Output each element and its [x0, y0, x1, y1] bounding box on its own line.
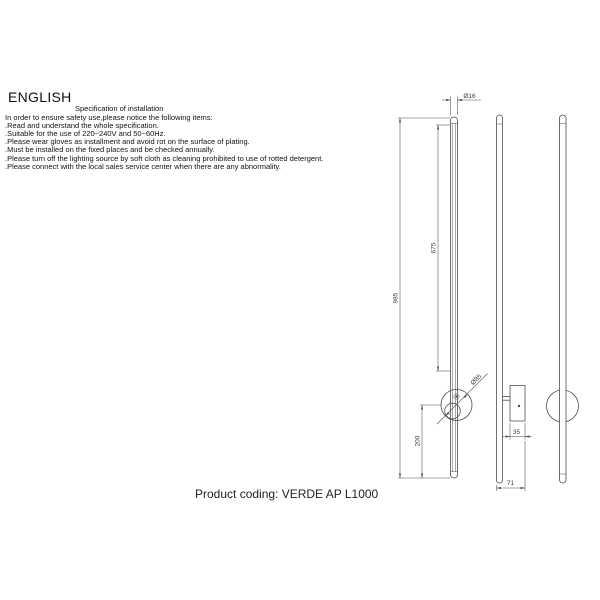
dimension-lines [393, 93, 533, 491]
dim-wall-distance: 71 [506, 480, 515, 487]
spec-title: Specification of installation [75, 104, 164, 113]
spec-item: .Read and understand the whole specification. [5, 120, 159, 130]
back-view [547, 115, 579, 483]
spec-item: .Suitable for the use of 220~240V and 50~60Hz. [5, 128, 166, 138]
wall-plate-side [510, 386, 525, 422]
dim-total-height: 985 [392, 292, 400, 304]
front-view [441, 117, 472, 478]
lamp-tube-back [560, 115, 567, 483]
dim-base-diameter: Ø85 [469, 373, 484, 387]
dim-tube-diameter: Ø16 [463, 93, 476, 100]
dim-base-depth: 35 [512, 429, 521, 436]
lamp-tube-front [451, 117, 458, 478]
lamp-tube-side [497, 115, 503, 483]
language-heading: ENGLISH [8, 89, 72, 105]
side-view [497, 115, 526, 483]
spec-item: .Please turn off the lighting source by soft cloth as cleaning prohibited to use of rotted detergent. [5, 153, 324, 163]
spec-item: .Please connect with the local sales service center when there are any abnormality. [5, 161, 281, 171]
screw-dot [455, 395, 457, 397]
dim-lower-section: 200 [414, 435, 422, 447]
screw-dot-side [518, 405, 520, 407]
spec-item: .Please wear gloves as installment and avoid rot on the surface of plating. [5, 137, 250, 147]
dim-upper-section: 675 [430, 242, 438, 254]
spec-item: .Must be installed on the fixed places and be checked annually. [5, 145, 215, 155]
spec-intro: In order to ensure safety use,please notice the following items: [5, 112, 213, 122]
product-coding: Product coding: VERDE AP L1000 [195, 487, 379, 501]
